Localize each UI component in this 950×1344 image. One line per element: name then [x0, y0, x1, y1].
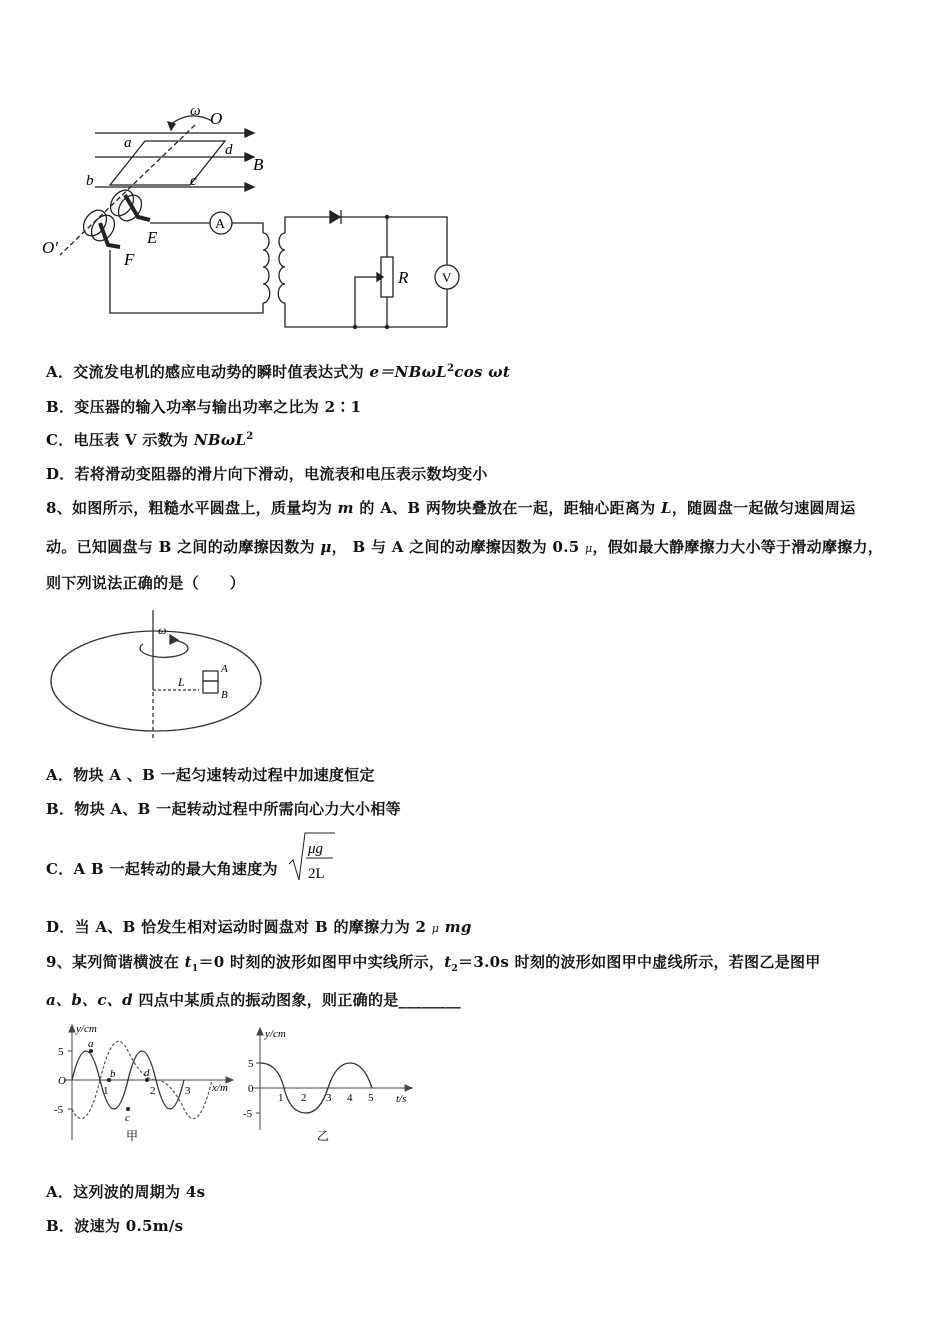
resistor-label: R	[398, 268, 409, 287]
yi-tick-y5: 5	[248, 1058, 254, 1070]
q8-option-a: A．物块 A 、B 一起匀速转动过程中加速度恒定	[46, 766, 375, 784]
wave-graph-jia	[44, 1022, 240, 1147]
q7-option-c	[46, 429, 254, 450]
disk-l-label: L	[178, 675, 185, 689]
q7-option-b: B．变压器的输入功率与输出功率之比为 2∶1	[46, 398, 362, 416]
q7-option-c-sup: 2	[246, 431, 254, 442]
q9-stem-t2: t	[444, 953, 452, 971]
q8-option-d-text: D．当 A、B 恰发生相对运动时圆盘对 B 的摩擦力为 2	[46, 918, 432, 936]
yi-tick-y-neg5: -5	[243, 1108, 253, 1120]
q9-stem-line2	[46, 989, 461, 1010]
q8-stem-mu: μ	[320, 538, 332, 556]
ammeter-label: A	[215, 217, 226, 232]
jia-y-axis-label: y/cm	[76, 1023, 97, 1035]
q7-option-a	[46, 361, 510, 382]
yi-tick-x5: 5	[368, 1092, 374, 1104]
q8-option-d	[46, 916, 472, 937]
jia-tick-y-neg5: -5	[54, 1104, 64, 1116]
jia-tick-y5: 5	[58, 1046, 64, 1058]
jia-tick-x1: 1	[103, 1085, 109, 1097]
jia-point-a: a	[88, 1038, 94, 1050]
yi-tick-x3: 3	[326, 1092, 332, 1104]
q9-stem-1c: ＝3.0s 时刻的波形如图甲中虚线所示，若图乙是图甲	[458, 953, 821, 971]
yi-tick-x1: 1	[278, 1092, 284, 1104]
rotating-disk-figure	[48, 608, 273, 743]
coil-label-c: c	[190, 173, 197, 189]
q8-stem-line2	[46, 536, 883, 557]
brush-label-e: E	[147, 228, 158, 247]
q8-option-d-mg: mg	[444, 918, 472, 936]
jia-x-axis-label: x/m	[212, 1082, 228, 1094]
q9-stem-t2-sub: 2	[451, 964, 459, 974]
yi-y-axis-label: y/cm	[265, 1028, 286, 1040]
q8-stem-2c: ，假如最大静摩擦力大小等于滑动摩擦力，	[592, 538, 884, 556]
disk-omega-label: ω	[158, 623, 167, 637]
q8-option-b: B．物块 A、B 一起转动过程中所需向心力大小相等	[46, 800, 401, 818]
jia-point-c: c	[125, 1112, 130, 1124]
q8-stem-m: m	[337, 499, 354, 517]
jia-origin-label: O	[58, 1075, 66, 1087]
jia-tick-x2: 2	[150, 1085, 156, 1097]
voltmeter-label: V	[442, 270, 452, 285]
q8-stem-l: L	[660, 499, 672, 517]
axis-label-o: O	[210, 109, 223, 128]
yi-origin-label: 0	[248, 1083, 254, 1095]
yi-caption: 乙	[317, 1129, 330, 1143]
axis-label-o-prime: O′	[42, 238, 58, 257]
q9-stem-2b: 四点中某质点的振动图象，则正确的是________	[132, 991, 461, 1009]
q9-stem-line1	[46, 951, 821, 974]
yi-tick-x2: 2	[301, 1092, 307, 1104]
q8-stem-line1	[46, 497, 855, 518]
q8-option-c: C．A B 一起转动的最大角速度为	[46, 860, 278, 878]
q7-option-a-post: cos ωt	[454, 363, 511, 381]
generator-circuit-figure	[40, 95, 480, 340]
q8-stem-1c: ，随圆盘一起做匀速圆周运	[671, 499, 856, 517]
coil-label-a: a	[124, 135, 132, 151]
q9-stem-t1-sub: 1	[191, 964, 199, 974]
coil-label-d: d	[225, 142, 233, 158]
yi-tick-x4: 4	[347, 1092, 353, 1104]
q7-option-a-text: A．交流发电机的感应电动势的瞬时值表达式为	[46, 363, 370, 381]
q7-option-d: D．若将滑动变阻器的滑片向下滑动，电流表和电压表示数均变小	[46, 465, 488, 483]
q8-stem-2b: ， B 与 A 之间的动摩擦因数为 0.5	[331, 538, 585, 556]
q9-stem-points: a、b、c、d	[46, 991, 133, 1009]
q9-option-b: B．波速为 0.5m/s	[46, 1217, 184, 1235]
jia-tick-x3: 3	[185, 1085, 191, 1097]
q9-stem-1a: 9、某列简谐横波在	[46, 953, 185, 971]
q8-option-d-mu: μ	[431, 922, 440, 935]
q7-option-c-text: C．电压表 V 示数为	[46, 431, 194, 449]
jia-caption: 甲	[126, 1129, 139, 1143]
omega-label: ω	[190, 103, 201, 119]
q9-stem-1b: ＝0 时刻的波形如图甲中实线所示，	[198, 953, 445, 971]
yi-x-axis-label: t/s	[396, 1093, 407, 1105]
disk-block-a-label: A	[221, 663, 228, 675]
brush-label-f: F	[124, 250, 135, 269]
q8-stem-2a: 动。已知圆盘与 B 之间的动摩擦因数为	[46, 538, 321, 556]
q8-stem-mu2: μ	[585, 542, 593, 555]
sqrt-numerator: μg	[308, 841, 324, 857]
disk-block-b-label: B	[221, 689, 228, 701]
coil-label-b: b	[86, 173, 94, 189]
q7-option-c-math: NBωL	[193, 431, 247, 449]
q7-option-a-sup: 2	[447, 363, 455, 374]
jia-point-d: d	[144, 1067, 150, 1079]
q8-option-c-sqrt	[287, 830, 337, 884]
q9-option-a: A．这列波的周期为 4s	[46, 1183, 206, 1201]
q8-stem-1a: 8、如图所示，粗糙水平圆盘上，质量均为	[46, 499, 338, 517]
sqrt-denominator: 2L	[308, 866, 325, 882]
q8-stem-1b: 的 A、B 两物块叠放在一起，距轴心距离为	[353, 499, 661, 517]
jia-point-b: b	[110, 1068, 116, 1080]
field-label-b: B	[253, 155, 264, 174]
q8-stem-line3: 则下列说法正确的是（ ）	[46, 574, 245, 592]
q7-option-a-math: e＝NBωL	[369, 363, 448, 381]
q9-stem-t1: t	[184, 953, 192, 971]
vibration-graph-yi	[240, 1025, 420, 1145]
